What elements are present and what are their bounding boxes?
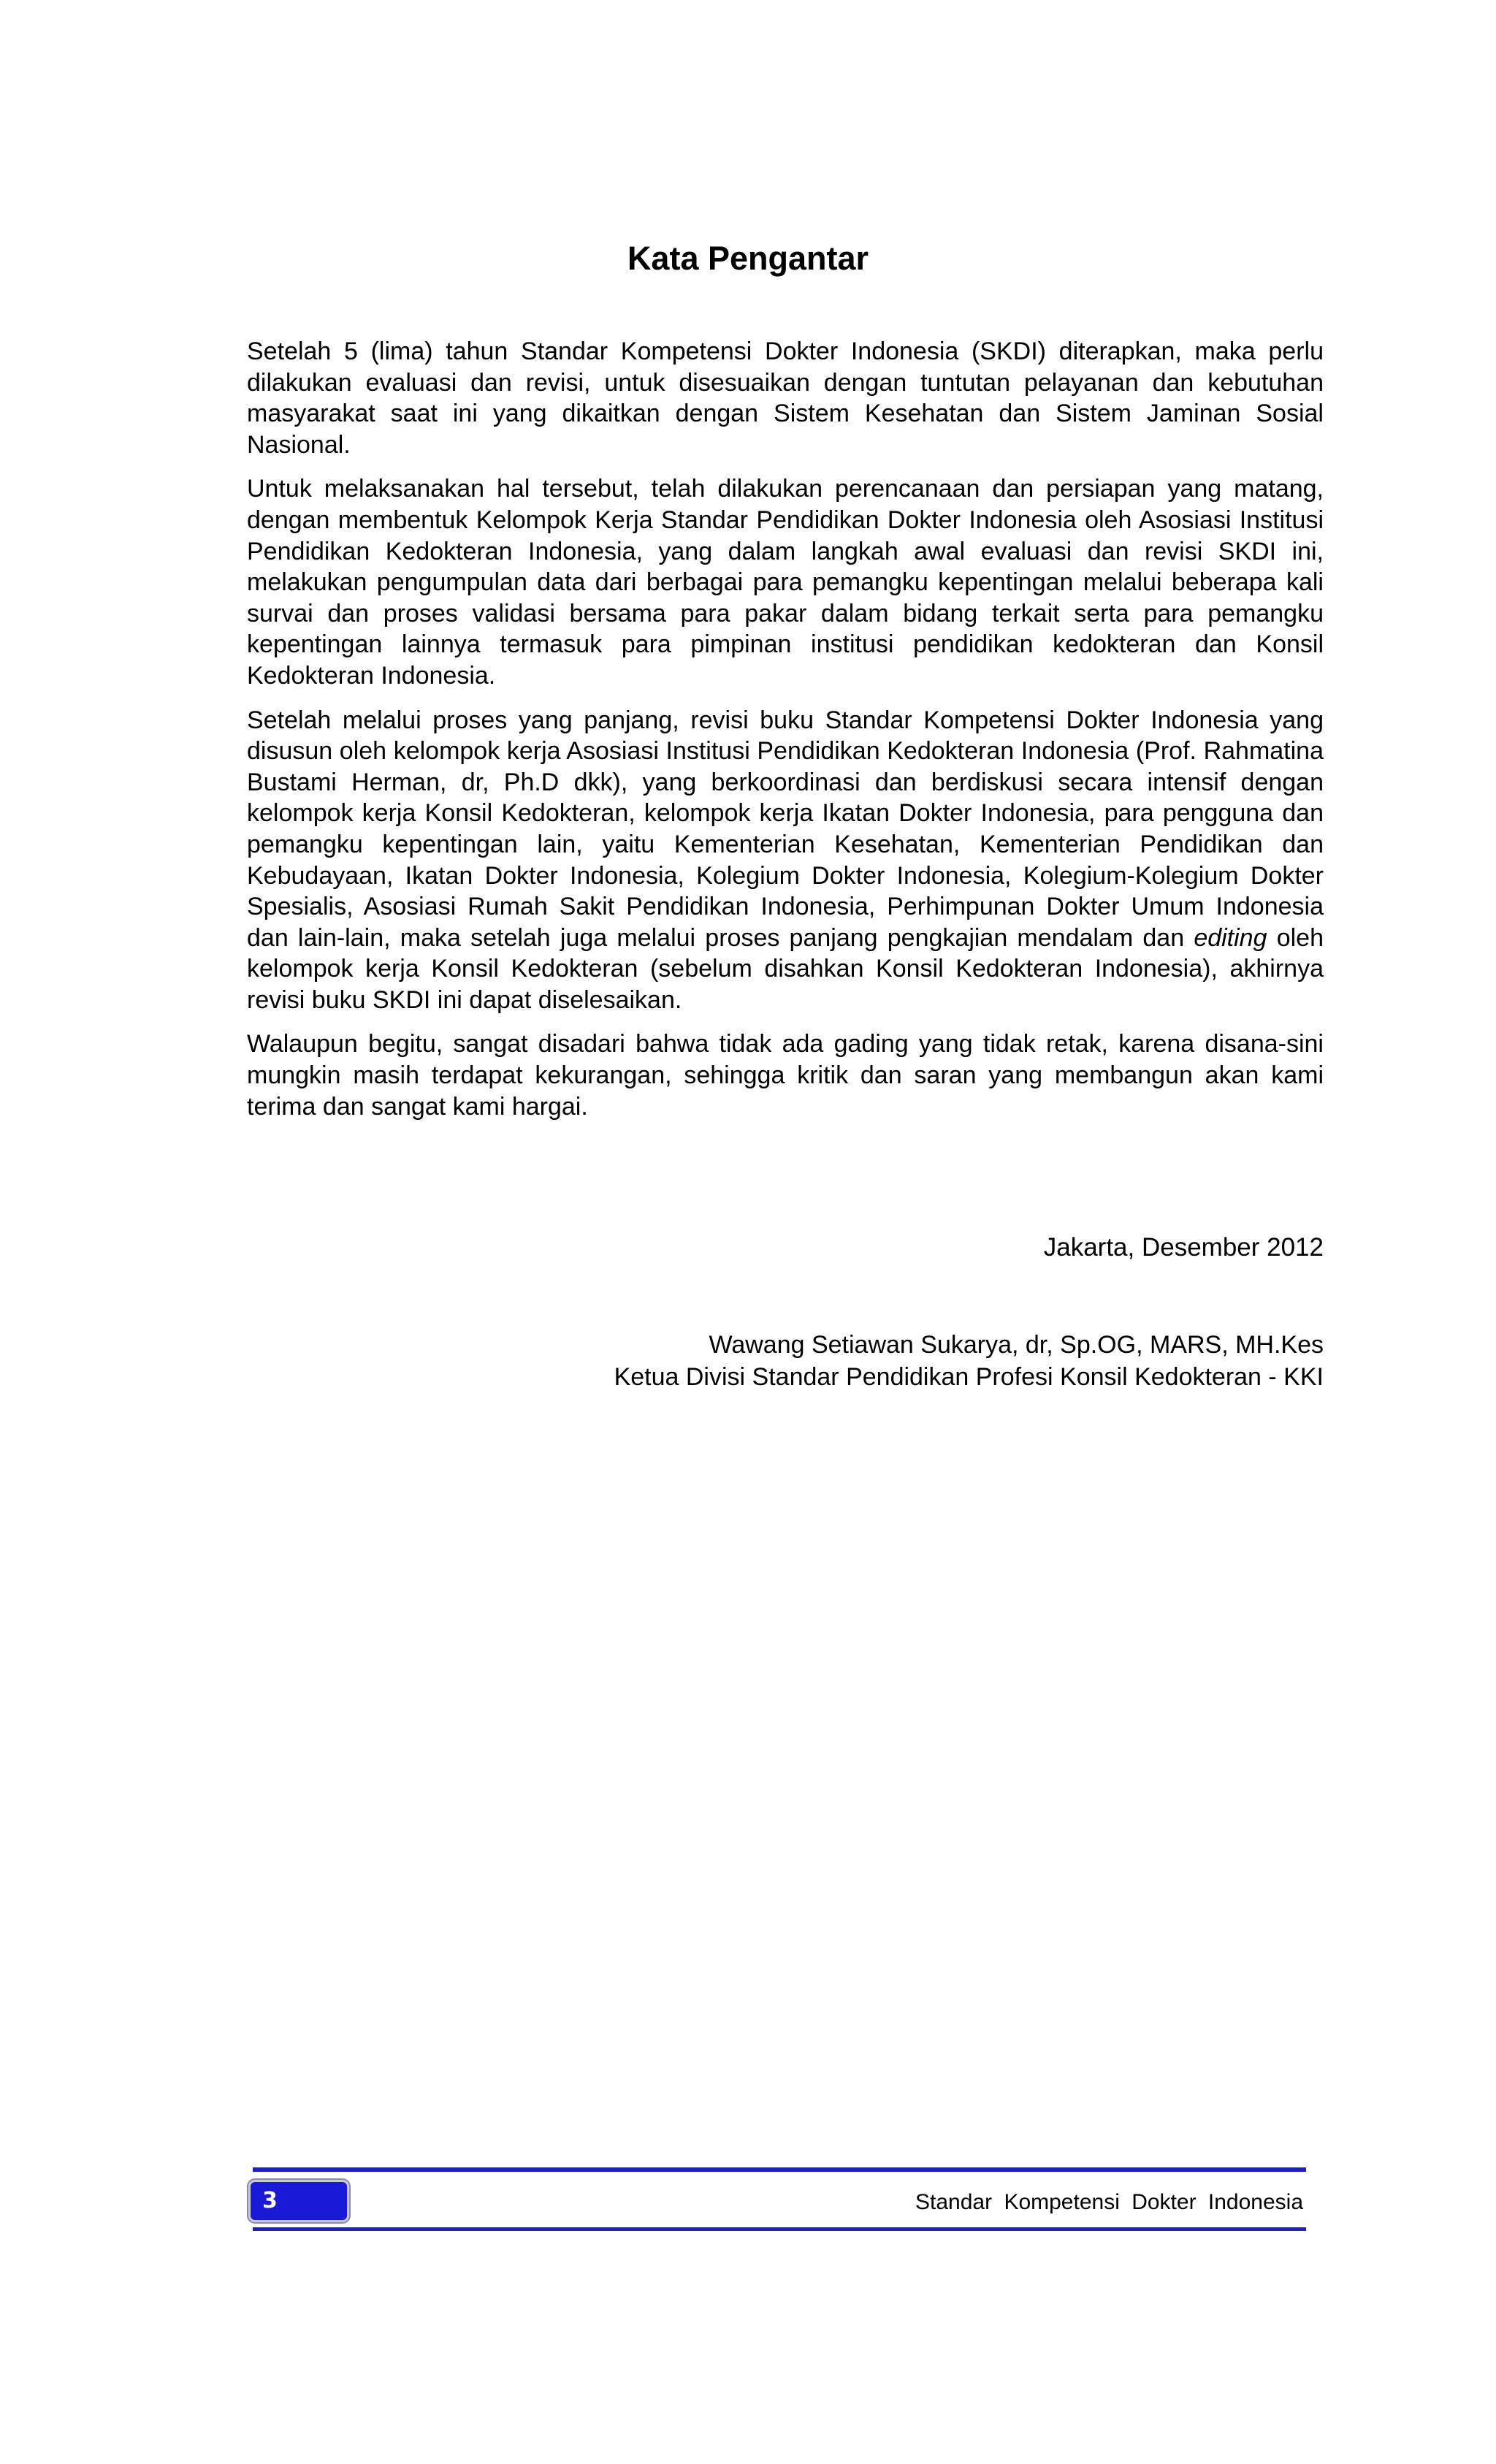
page-number-badge	[248, 2180, 349, 2222]
footer-book-title: Standar Kompetensi Dokter Indonesia	[915, 2190, 1303, 2214]
page-number: 3	[262, 2188, 278, 2213]
paragraph-4: Walaupun begitu, sangat disadari bahwa tidak ada gading yang tidak retak, karena disana-sini mungkin masih terdapat kekurangan, sehingga kritik dan saran yang membangun akan kami terima dan sangat kami hargai.	[247, 1030, 1324, 1121]
paragraph-2: Untuk melaksanakan hal tersebut, telah dilakukan perencanaan dan persiapan yang matang, dengan membentuk Kelompok Kerja Standar Pendidikan Dokter Indonesia oleh Asosiasi Institusi Pendidikan Kedokteran Indonesia, yang dalam langkah awal evaluasi dan revisi SKDI ini, melakukan pengumpulan data dari berbagai para pemangku kepentingan melalui beberapa kali survai dan proses validasi bersama para pakar dalam bidang terkait serta para pemangku kepentingan lainnya termasuk para pimpinan institusi pendidikan kedokteran dan Konsil Kedokteran Indonesia.	[247, 475, 1324, 690]
paragraph-1: Setelah 5 (lima) tahun Standar Kompetensi Dokter Indonesia (SKDI) diterapkan, maka perlu dilakukan evaluasi dan revisi, untuk disesuaikan dengan tuntutan pelayanan dan kebutuhan masyarakat saat ini yang dikaitkan dengan Sistem Kesehatan dan Sistem Jaminan Sosial Nasional.	[247, 337, 1324, 459]
footer-top-rule	[253, 2167, 1306, 2172]
paragraph-3-text-after: oleh kelompok kerja Konsil Kedokteran (sebelum disahkan Konsil Kedokteran Indonesia), akhirnya revisi buku SKDI ini dapat diselesaikan.	[247, 923, 1324, 1014]
place-date: Jakarta, Desember 2012	[1043, 1233, 1324, 1262]
signatory-name: Wawang Setiawan Sukarya, dr, Sp.OG, MARS, MH.Kes	[709, 1331, 1324, 1359]
paragraph-3-text-before: Setelah melalui proses yang panjang, revisi buku Standar Kompetensi Dokter Indonesia yang disusun oleh kelompok kerja Asosiasi Institusi Pendidikan Kedokteran Indonesia (Prof. Rahmatina Bustami Herman, dr, Ph.D dkk), yang berkoordinasi dan berdiskusi secara intensif dengan kelompok kerja Konsil Kedokteran, kelompok kerja Ikatan Dokter Indonesia, para pengguna dan pemangku kepentingan lain, yaitu Kementerian Kesehatan, Kementerian Pendidikan dan Kebudayaan, Ikatan Dokter Indonesia, Kolegium Dokter Indonesia, Kolegium-Kolegium Dokter Spesialis, Asosiasi Rumah Sakit Pendidikan Indonesia, Perhimpunan Dokter Umum Indonesia dan lain-lain, maka setelah juga melalui proses panjang pengkajian mendalam dan	[247, 706, 1324, 952]
paragraph-3	[247, 705, 1324, 1016]
page-title: Kata Pengantar	[627, 240, 869, 277]
signatory-role: Ketua Divisi Standar Pendidikan Profesi Konsil Kedokteran - KKI	[614, 1363, 1324, 1391]
document-body	[247, 336, 1324, 1135]
paragraph-3-italic-term: editing	[1194, 923, 1267, 952]
footer-bottom-rule	[253, 2227, 1306, 2231]
